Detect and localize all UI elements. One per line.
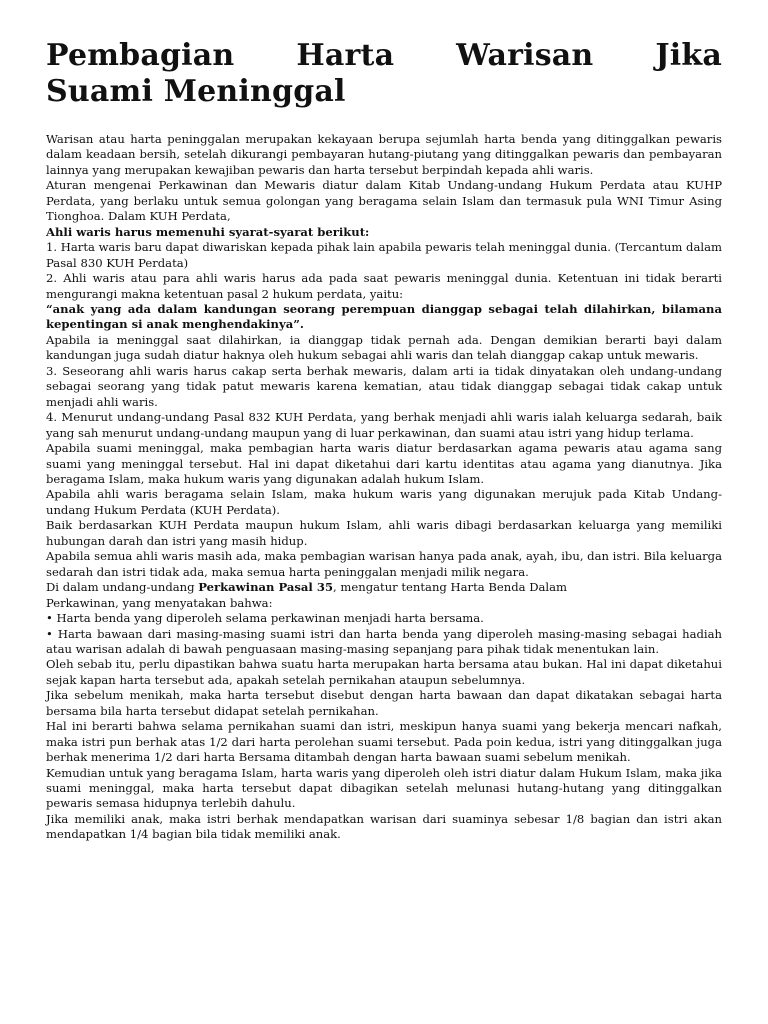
paragraph-regulation: Aturan mengenai Perkawinan dan Mewaris diatur dalam Kitab Undang-undang Hukum Perdata atau KUHP Perdata, yang berlaku untuk semua golongan yang beragama selain Islam dan termasuk pula WNI Timur Asing Tionghoa. Dalam KUH Perdata, (46, 178, 722, 224)
quote-pasal-2: “anak yang ada dalam kandungan seorang perempuan dianggap sebagai telah dilahirkan, bilamana kepentingan si anak menghendakinya”. (46, 301, 722, 332)
paragraph-non-islam: Apabila ahli waris beragama selain Islam, maka hukum waris yang digunakan merujuk pada Kitab Undang-undang Hukum Perdata (KUH Perdata). (46, 487, 722, 517)
paragraph-islamic-law: Kemudian untuk yang beragama Islam, harta waris yang diperoleh oleh istri diatur dalam Hukum Islam, maka jika suami meninggal, maka harta tersebut dapat dibagikan setelah melunasi hutang-hutang yang ditinggalkan pewaris semasa hidupnya terlebih dahulu. (46, 765, 722, 811)
pasal-35-reference: Perkawinan Pasal 35 (198, 580, 334, 595)
page-title (46, 38, 722, 110)
pasal-35-rest: , mengatur tentang Harta Benda Dalam (333, 580, 568, 595)
pasal-35-intro: Di dalam undang-undang (46, 580, 199, 595)
paragraph-half-share: Hal ini berarti bahwa selama pernikahan suami dan istri, meskipun hanya suami yang bekerja mencari nafkah, maka istri pun berhak atas 1/2 dari harta perolehan suami tersebut. Pada poin kedua, istri yang ditinggalkan juga berhak menerima 1/2 dari harta Bersama ditambah dengan harta bawaan suami sebelum menikah. (46, 719, 722, 765)
title-line-1: Pembagian Harta Warisan Jika (46, 38, 722, 73)
paragraph-determine-joint: Oleh sebab itu, perlu dipastikan bahwa suatu harta merupakan harta bersama atau bukan. Hal ini dapat diketahui sejak kapan harta tersebut ada, apakah setelah pernikahan ataupun sebelumnya. (46, 657, 722, 687)
paragraph-husband-dies: Apabila suami meninggal, maka pembagian harta waris diatur berdasarkan agama pewaris atau agama sang suami yang meninggal tersebut. Hal ini dapat diketahui dari kartu identitas atau agama yang dianutnya. Jika beragama Islam, maka hukum waris yang digunakan adalah hukum Islam. (46, 441, 722, 486)
paragraph-children-share: Jika memiliki anak, maka istri berhak mendapatkan warisan dari suaminya sebesar 1/8 bagian dan istri akan mendapatkan 1/4 bagian bila tidak memiliki anak. (46, 811, 722, 842)
requirement-2: 2. Ahli waris atau para ahli waris harus ada pada saat pewaris meninggal dunia. Ketentuan ini tidak berarti mengurangi makna ketentuan pasal 2 hukum perdata, yaitu: (46, 271, 722, 301)
paragraph-all-heirs: Apabila semua ahli waris masih ada, maka pembagian warisan hanya pada anak, ayah, ibu, dan istri. Bila keluarga sedarah dan istri tidak ada, maka semua harta peninggalan menjadi milik negara. (46, 549, 722, 579)
paragraph-pasal-35-cont: Perkawinan, yang menyatakan bahwa: (46, 595, 273, 610)
paragraph-definition: Warisan atau harta peninggalan merupakan kekayaan berupa sejumlah harta benda yang ditinggalkan pewaris dalam keadaan bersih, setelah dikurangi pembayaran hutang-piutang yang ditinggalkan pewaris dan pembayaran lainnya yang merupakan kewajiban pewaris dan harta tersebut berpindah kepada ahli waris. (46, 132, 722, 177)
requirement-3: 3. Seseorang ahli waris harus cakap serta berhak mewaris, dalam arti ia tidak dinyatakan oleh undang-undang sebagai seorang yang tidak patut mewaris karena kematian, atau tidak dianggap sebagai tidak cakap untuk menjadi ahli waris. (46, 363, 722, 409)
document-body (46, 132, 722, 843)
requirement-4: 4. Menurut undang-undang Pasal 832 KUH Perdata, yang berhak menjadi ahli waris ialah keluarga sedarah, baik yang sah menurut undang-undang maupun yang di luar perkawinan, dan suami atau istri yang hidup terlama. (46, 410, 722, 440)
paragraph-blood-relation: Baik berdasarkan KUH Perdata maupun hukum Islam, ahli waris dibagi berdasarkan keluarga yang memiliki hubungan darah dan istri yang masih hidup. (46, 518, 722, 548)
requirement-1: 1. Harta waris baru dapat diwariskan kepada pihak lain apabila pewaris telah meninggal dunia. (Tercantum dalam Pasal 830 KUH Perdata) (46, 240, 722, 270)
paragraph-unborn-child: Apabila ia meninggal saat dilahirkan, ia dianggap tidak pernah ada. Dengan demikian berarti bayi dalam kandungan juga sudah diatur haknya oleh hukum sebagai ahli waris dan telah dianggap cakap untuk mewaris. (46, 332, 722, 363)
paragraph-before-marriage: Jika sebelum menikah, maka harta tersebut disebut dengan harta bawaan dan dapat dikatakan sebagai harta bersama bila harta tersebut didapat setelah pernikahan. (46, 688, 722, 718)
bullet-separate-property: • Harta bawaan dari masing-masing suami istri dan harta benda yang diperoleh masing-masing sebagai hadiah atau warisan adalah di bawah penguasaan masing-masing sepanjang para pihak tidak menentukan lain. (46, 626, 722, 656)
paragraph-pasal-35 (46, 580, 722, 595)
bullet-joint-property: • Harta benda yang diperoleh selama perkawinan menjadi harta bersama. (46, 611, 484, 626)
title-line-2: Suami Meninggal (46, 74, 346, 109)
heading-requirements: Ahli waris harus memenuhi syarat-syarat berikut: (46, 224, 370, 239)
